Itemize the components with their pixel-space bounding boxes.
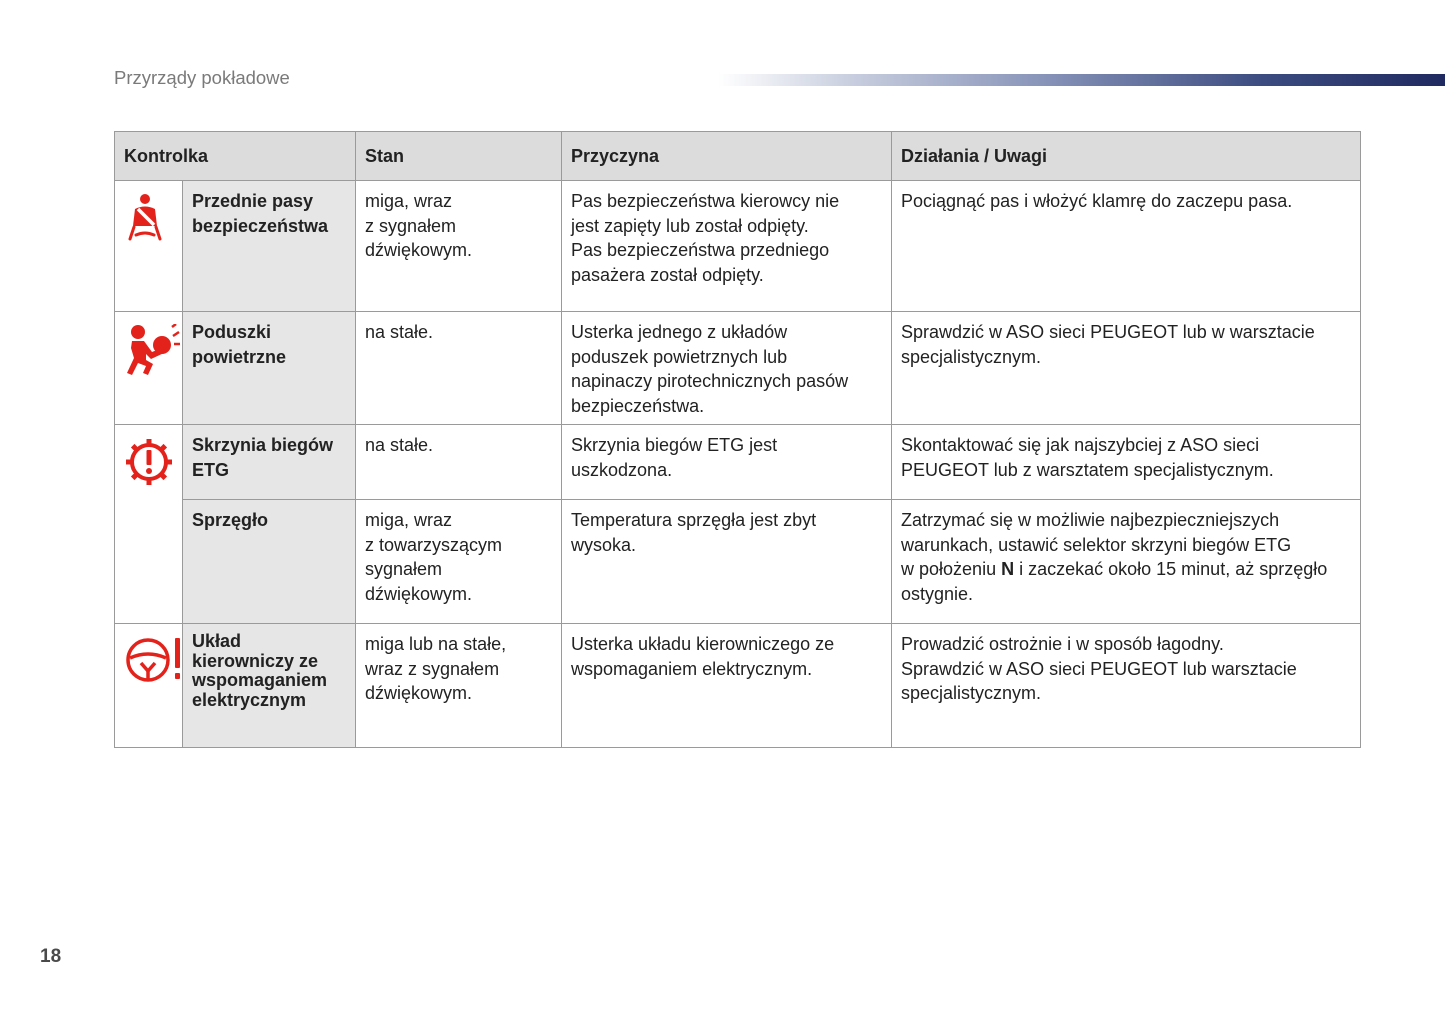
column-header-przyczyna: Przyczyna <box>562 132 892 181</box>
action-line: warunkach, ustawić selektor skrzyni biegów ETG <box>901 534 1292 555</box>
gearbox-warning-icon <box>124 437 174 494</box>
action-cell <box>892 624 1361 748</box>
table-row <box>115 312 1361 425</box>
state-line: miga, wraz <box>365 191 453 211</box>
row-name-line: powietrzne <box>192 346 287 367</box>
row-name-cell <box>183 624 356 748</box>
icon-cell <box>115 425 183 624</box>
row-name-cell <box>183 181 356 312</box>
cause-line: wspomaganiem elektrycznym. <box>571 658 813 679</box>
cause-line: poduszek powietrznych lub <box>571 346 788 367</box>
state-line: z towarzyszącym <box>365 534 503 555</box>
cause-line: bezpieczeństwa. <box>571 395 705 416</box>
page-number: 18 <box>40 946 62 967</box>
row-name-cell <box>183 312 356 425</box>
row-name-line: Sprzęgło <box>192 510 269 530</box>
action-text: i zaczekać około 15 minut, aż sprzęgło <box>1014 559 1328 579</box>
action-line: specjalistycznym. <box>901 683 1042 703</box>
table-row <box>115 500 1361 624</box>
cause-line: jest zapięty lub został odpięty. <box>571 215 809 236</box>
row-name-line: Poduszki <box>192 322 272 342</box>
icon-cell <box>115 312 183 425</box>
cause-line: wysoka. <box>571 534 637 555</box>
action-cell <box>892 312 1361 425</box>
state-cell <box>356 624 562 748</box>
action-line: PEUGEOT lub z warsztatem specjalistycznym. <box>901 459 1274 480</box>
action-line: Skontaktować się jak najszybciej z ASO sieci <box>901 435 1260 455</box>
action-cell <box>892 181 1361 312</box>
cause-line: uszkodzona. <box>571 459 673 480</box>
cause-line: Usterka układu kierowniczego ze <box>571 634 835 654</box>
row-name-line: Skrzynia biegów <box>192 435 334 455</box>
state-line: sygnałem <box>365 559 443 579</box>
icon-cell <box>115 181 183 312</box>
state-cell <box>356 500 562 624</box>
state-line: na stałe. <box>365 435 434 455</box>
airbag-warning-icon <box>124 324 180 383</box>
state-cell <box>356 312 562 425</box>
table-row <box>115 624 1361 748</box>
seatbelt-warning-icon <box>124 193 166 248</box>
row-name-line: Układ <box>192 631 242 651</box>
action-line: Zatrzymać się w możliwie najbezpieczniejszych <box>901 510 1280 530</box>
state-line: wraz z sygnałem <box>365 658 500 679</box>
power-steering-warning-icon <box>124 636 186 691</box>
row-name-line: ETG <box>192 459 230 480</box>
cause-line: Pas bezpieczeństwa przedniego <box>571 240 830 260</box>
cause-cell <box>562 624 892 748</box>
action-line: Sprawdzić w ASO sieci PEUGEOT lub w warsztacie <box>901 322 1315 342</box>
cause-cell <box>562 312 892 425</box>
column-header-dzialania: Działania / Uwagi <box>892 132 1361 181</box>
row-name-line: bezpieczeństwa <box>192 215 329 236</box>
cause-cell <box>562 425 892 500</box>
icon-cell <box>115 624 183 748</box>
gear-position-n: N <box>1001 559 1015 579</box>
row-name-cell <box>183 500 356 624</box>
state-line: dźwiękowym. <box>365 240 473 260</box>
action-cell <box>892 500 1361 624</box>
action-line <box>901 557 1351 582</box>
cause-line: Pas bezpieczeństwa kierowcy nie <box>571 191 840 211</box>
cause-cell <box>562 181 892 312</box>
row-name-line: kierowniczy ze <box>192 650 319 671</box>
action-line: ostygnie. <box>901 583 974 604</box>
row-name-line: elektrycznym <box>192 689 307 710</box>
cause-line: Usterka jednego z układów <box>571 322 788 342</box>
table-row <box>115 181 1361 312</box>
action-text: w położeniu <box>901 559 1002 579</box>
state-line: miga lub na stałe, <box>365 634 507 654</box>
state-line: miga, wraz <box>365 510 453 530</box>
row-name-cell <box>183 425 356 500</box>
action-cell <box>892 425 1361 500</box>
action-line: specjalistycznym. <box>901 346 1042 367</box>
column-header-kontrolka: Kontrolka <box>115 132 356 181</box>
table-row <box>115 425 1361 500</box>
cause-line: Skrzynia biegów ETG jest <box>571 435 778 455</box>
cause-line: pasażera został odpięty. <box>571 264 764 285</box>
table-header-row <box>115 132 1361 181</box>
action-line: Sprawdzić w ASO sieci PEUGEOT lub warsztacie <box>901 658 1297 679</box>
warning-lights-table <box>114 131 1361 748</box>
state-line: dźwiękowym. <box>365 683 473 703</box>
cause-line: Temperatura sprzęgła jest zbyt <box>571 510 817 530</box>
state-line: z sygnałem <box>365 215 457 236</box>
action-line: Pociągnąć pas i włożyć klamrę do zaczepu pasa. <box>901 191 1293 211</box>
state-cell <box>356 425 562 500</box>
header-gradient-bar <box>718 74 1445 86</box>
state-cell <box>356 181 562 312</box>
row-name-line: Przednie pasy <box>192 191 314 211</box>
column-header-stan: Stan <box>356 132 562 181</box>
state-line: na stałe. <box>365 322 434 342</box>
cause-cell <box>562 500 892 624</box>
state-line: dźwiękowym. <box>365 583 473 604</box>
action-line: Prowadzić ostrożnie i w sposób łagodny. <box>901 634 1224 654</box>
row-name-line: wspomaganiem <box>192 670 328 690</box>
cause-line: napinaczy pirotechnicznych pasów <box>571 371 849 391</box>
page-section-title: Przyrządy pokładowe <box>114 67 290 88</box>
